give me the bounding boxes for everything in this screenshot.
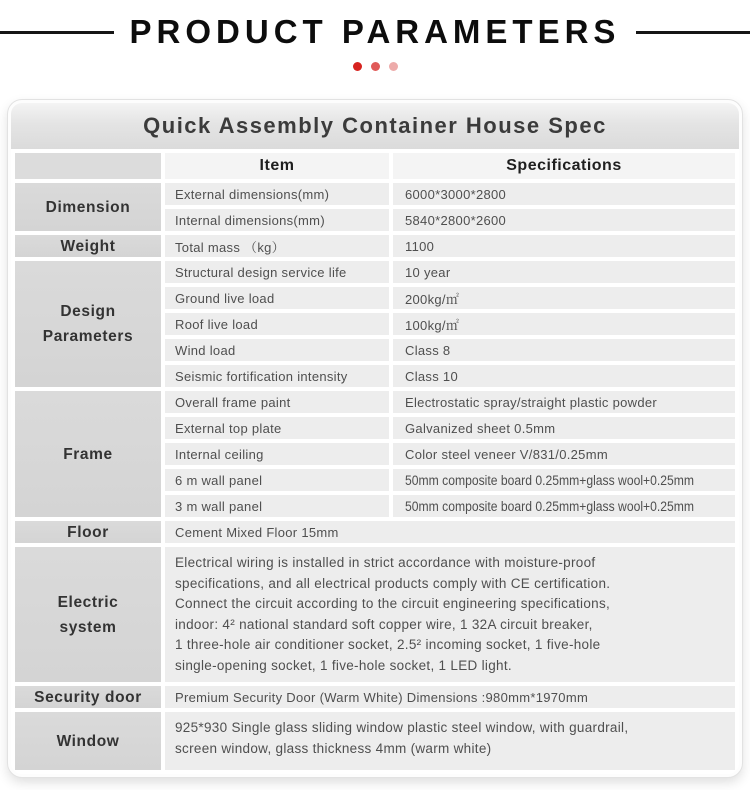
item-cell: Overall frame paint <box>165 391 389 413</box>
category-label: Weight <box>60 237 116 255</box>
spec-card <box>8 100 742 777</box>
item-cell: Wind load <box>165 339 389 361</box>
spec-cell: Color steel veneer V/831/0.25mm <box>393 443 735 465</box>
spec-text: 50mm composite board 0.25mm+glass wool+0.25mm <box>405 498 695 514</box>
category-cell-design-parameters <box>15 261 161 387</box>
full-width-cell-electric-system <box>165 547 735 682</box>
electric-system-line: specifications, and all electrical products comply with CE certification. <box>175 575 611 591</box>
spec-cell: 5840*2800*2600 <box>393 209 735 231</box>
category-cell-weight <box>15 235 161 257</box>
item-cell: Roof live load <box>165 313 389 335</box>
spec-cell: 200kg/㎡ <box>393 287 735 309</box>
item-cell: Internal ceiling <box>165 443 389 465</box>
item-cell: Ground live load <box>165 287 389 309</box>
spec-text: 50mm composite board 0.25mm+glass wool+0.25mm <box>405 472 695 488</box>
accent-dots <box>0 58 750 74</box>
full-width-cell-window <box>165 712 735 770</box>
spec-cell <box>393 469 735 491</box>
window-line: 925*930 Single glass sliding window plastic steel window, with guardrail, <box>175 720 629 735</box>
category-cell-window <box>15 712 161 770</box>
item-cell: Total mass （kg） <box>165 235 389 257</box>
electric-system-line: Electrical wiring is installed in strict accordance with moisture-proof <box>175 555 596 570</box>
category-cell-dimension <box>15 183 161 231</box>
spec-cell: Galvanized sheet 0.5mm <box>393 417 735 439</box>
category-label: Electric <box>57 593 119 611</box>
accent-dot-3 <box>389 62 398 71</box>
page-header <box>0 12 750 52</box>
window-line: screen window, glass thickness 4mm (warm white) <box>175 740 492 756</box>
category-label: Window <box>56 732 120 750</box>
category-label: Frame <box>63 445 113 463</box>
category-header-cell <box>15 153 161 179</box>
spec-cell: Electrostatic spray/straight plastic powder <box>393 391 735 413</box>
electric-system-line: single-opening socket, 1 five-hole socket, 1 LED light. <box>175 657 512 673</box>
accent-dot-2 <box>371 62 380 71</box>
item-cell: 6 m wall panel <box>165 469 389 491</box>
spec-cell <box>393 495 735 517</box>
accent-dot-1 <box>353 62 362 71</box>
electric-system-line: indoor: 4² national standard soft copper wire, 1 32A circuit breaker, <box>175 616 593 632</box>
item-cell: External dimensions(mm) <box>165 183 389 205</box>
item-cell: Internal dimensions(mm) <box>165 209 389 231</box>
electric-system-line: 1 three-hole air conditioner socket, 2.5² incoming socket, 1 five-hole <box>175 637 601 652</box>
spec-cell: 1100 <box>393 235 735 257</box>
page-title: PRODUCT PARAMETERS <box>129 13 621 50</box>
item-cell: Seismic fortification intensity <box>165 365 389 387</box>
item-cell: External top plate <box>165 417 389 439</box>
item-cell: Structural design service life <box>165 261 389 283</box>
spec-cell: 6000*3000*2800 <box>393 183 735 205</box>
column-header-item: Item <box>165 153 389 179</box>
category-cell-frame <box>15 391 161 517</box>
full-width-cell-floor: Cement Mixed Floor 15mm <box>165 521 735 543</box>
category-cell-security-door <box>15 686 161 708</box>
spec-cell: Class 8 <box>393 339 735 361</box>
full-width-cell-security-door: Premium Security Door (Warm White) Dimensions :980mm*1970mm <box>165 686 735 708</box>
spec-cell: Class 10 <box>393 365 735 387</box>
column-header-specifications: Specifications <box>393 153 735 179</box>
category-label: Parameters <box>42 328 134 345</box>
category-cell-floor <box>15 521 161 543</box>
category-label: Design <box>60 303 116 320</box>
spec-cell: 10 year <box>393 261 735 283</box>
spec-table <box>11 149 739 774</box>
category-label: Security door <box>34 688 142 706</box>
category-cell-electric-system <box>15 547 161 682</box>
category-label: system <box>59 618 117 636</box>
category-label: Floor <box>67 523 109 541</box>
table-title: Quick Assembly Container House Spec <box>11 103 739 149</box>
title-rule-right <box>636 31 750 34</box>
category-label: Dimension <box>45 198 131 216</box>
spec-cell: 100kg/㎡ <box>393 313 735 335</box>
electric-system-line: Connect the circuit according to the circuit engineering specifications, <box>175 596 611 611</box>
item-cell: 3 m wall panel <box>165 495 389 517</box>
title-rule-left <box>0 31 114 34</box>
